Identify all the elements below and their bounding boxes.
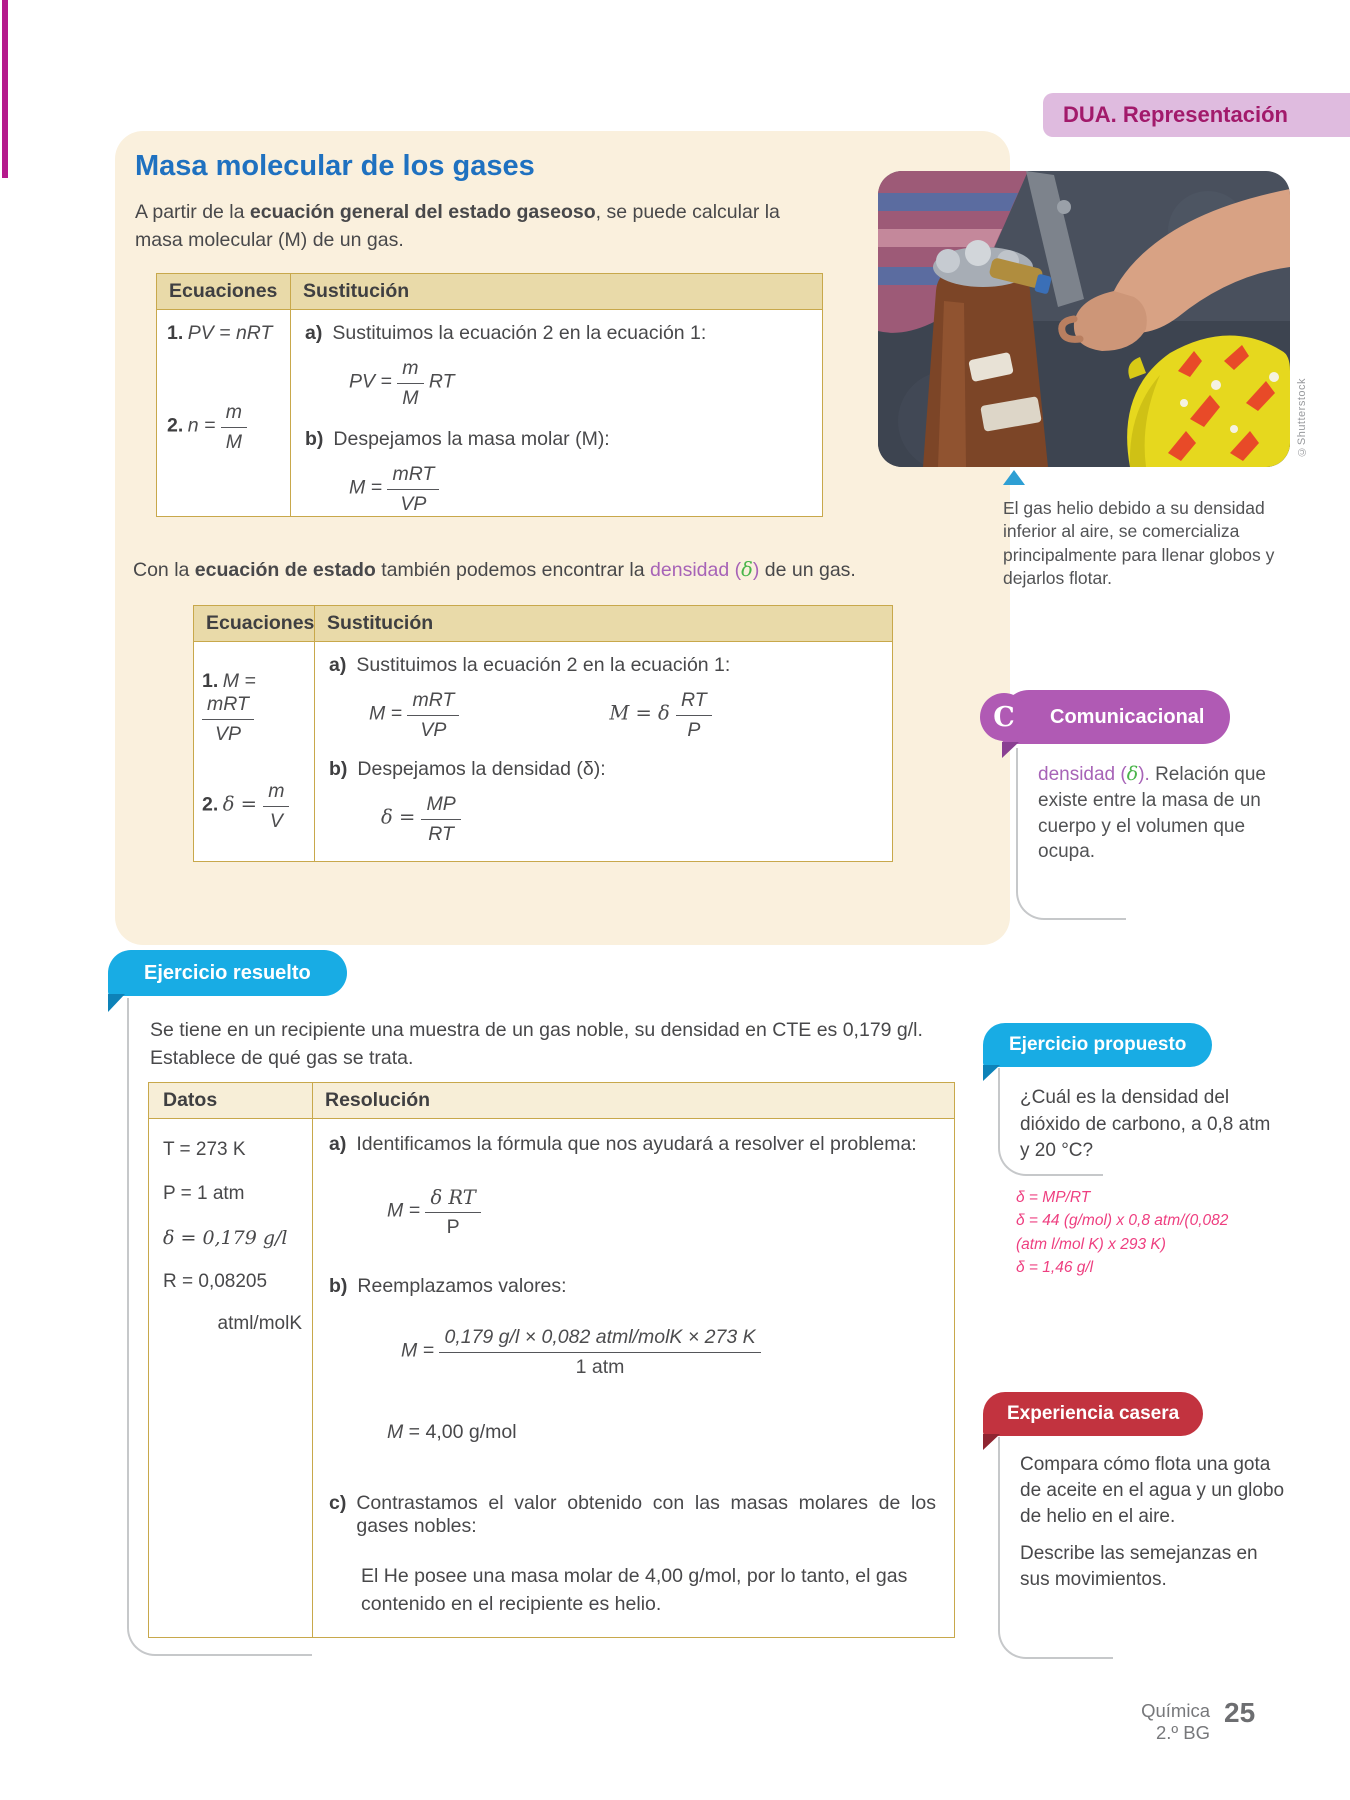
solution-line: δ = 44 (g/mol) x 0,8 atm/(0,082 bbox=[1016, 1212, 1229, 1230]
table2-equations-cell bbox=[194, 642, 315, 861]
ejercicio-propuesto-badge: Ejercicio propuesto bbox=[983, 1023, 1212, 1067]
table2-step-a: a) Sustituimos la ecuación 2 en la ecuación 1: bbox=[329, 654, 731, 676]
resolution-step-a-equation: M = $\frac{\text{δ RT}}{P}$ bbox=[387, 1186, 936, 1239]
table2-body bbox=[194, 642, 892, 861]
equation-2-den: M bbox=[225, 431, 243, 453]
helium-tank-balloon-photo bbox=[878, 171, 1290, 467]
density-term: densidad ( bbox=[650, 559, 742, 581]
exercise-statement: Se tiene en un recipiente una muestra de un gas noble, su densidad en CTE es 0,179 g/l. Establece de qué gas se trata. bbox=[150, 1019, 923, 1070]
exercise-table bbox=[148, 1082, 955, 1638]
exercise-table-header bbox=[149, 1083, 954, 1119]
table1-header-substitution: Sustitución bbox=[303, 280, 410, 302]
table1-step-b-equation: M = $\frac{\text{mRT}}{VP}$ bbox=[349, 463, 808, 516]
resolution-step-c: c) Contrastamos el valor obtenido con las masas molares de los gases nobles: bbox=[329, 1492, 936, 1537]
resolution-step-c-text: Contrastamos el valor obtenido con las masas molares de los gases nobles: bbox=[356, 1492, 936, 1537]
table1-header-equations: Ecuaciones bbox=[157, 274, 291, 309]
exercise-header-data: Datos bbox=[149, 1083, 313, 1118]
equation-2-lhs: n = bbox=[187, 414, 221, 437]
proposed-question: ¿Cuál es la densidad del dióxido de carbono, a 0,8 atm y 20 °C? bbox=[1020, 1087, 1271, 1162]
comunicacional-icon: C bbox=[980, 693, 1028, 741]
resolution-step-a: a) Identificamos la fórmula que nos ayudará a resolver el problema: bbox=[329, 1133, 917, 1155]
comunicacional-badge: Comunicacional bbox=[1002, 690, 1230, 744]
equation-1: 1. PV = nRT bbox=[167, 322, 273, 344]
table2-header-equations: Ecuaciones bbox=[194, 606, 315, 641]
solution-line: δ = MP/RT bbox=[1016, 1189, 1091, 1206]
exercise-data-cell bbox=[149, 1119, 313, 1637]
table1-equations-cell bbox=[157, 310, 291, 516]
table2-step-a-equations bbox=[369, 689, 878, 742]
table1-step-b: b) Despejamos la masa molar (M): bbox=[305, 428, 610, 450]
footer-course-name: Química bbox=[1141, 1700, 1210, 1721]
table2-header-substitution: Sustitución bbox=[327, 612, 434, 634]
exercise-resolution-cell bbox=[313, 1119, 954, 1637]
table1-step-b-text: Despejamos la masa molar (M): bbox=[333, 428, 610, 450]
table1-substitution-cell bbox=[291, 310, 822, 516]
solution-line: (atm l/mol K) x 293 K) bbox=[1016, 1235, 1166, 1253]
exercise-table-body bbox=[149, 1119, 954, 1637]
proposed-solution bbox=[1016, 1186, 1294, 1279]
table1-step-a-equation: PV = $\frac{m}{M}$ RT bbox=[349, 357, 455, 409]
ejercicio-resuelto-fold bbox=[108, 994, 125, 1012]
ejercicio-resuelto-badge: Ejercicio resuelto bbox=[108, 950, 347, 996]
casera-paragraph-2: Describe las semejanzas en sus movimientos. bbox=[1020, 1542, 1258, 1590]
dua-title: Representación bbox=[1116, 102, 1288, 127]
datum-density: δ = 0,179 g/l bbox=[163, 1227, 288, 1249]
footer-course-label bbox=[1080, 1700, 1210, 1744]
equations-table-2 bbox=[193, 605, 893, 862]
equation-1: 1. M = $\frac{\text{mRT}}{VP}$ bbox=[202, 670, 256, 745]
intro-paragraph bbox=[135, 198, 785, 255]
photo-credit: ©Shutterstock bbox=[1296, 378, 1308, 458]
density-equation: M = δ $\frac{RT}{P}$ bbox=[609, 689, 711, 742]
table2-step-b-text: Despejamos la densidad (δ): bbox=[357, 758, 606, 780]
footer-grade: 2.º BG bbox=[1155, 1722, 1210, 1744]
datum-gas-constant: R = 0,08205 bbox=[163, 1271, 268, 1292]
caption-arrow-icon bbox=[1003, 470, 1025, 485]
table1-body bbox=[157, 310, 822, 516]
equation-2: 2. δ = $\frac{m}{V}$ bbox=[202, 780, 308, 833]
equations-table-1 bbox=[156, 273, 823, 517]
intro-bold: ecuación general del estado gaseoso bbox=[249, 201, 596, 223]
dua-representation-badge bbox=[1043, 93, 1350, 137]
photo-caption: El gas helio debido a su densidad inferior al aire, se comercializa principalmente para llenar globos y dejarlos flotar. bbox=[1003, 498, 1275, 588]
experiencia-casera-text bbox=[1020, 1452, 1285, 1593]
dua-label: DUA. bbox=[1063, 102, 1117, 127]
solution-line: δ = 1,46 g/l bbox=[1016, 1258, 1094, 1276]
equation-2-num: m bbox=[221, 401, 247, 428]
page-accent-bar bbox=[2, 0, 8, 178]
page-title: Masa molecular de los gases bbox=[135, 150, 535, 182]
equation-2: 2. n = $\frac{m}{M}$ bbox=[167, 401, 282, 454]
table2-header bbox=[194, 606, 892, 642]
resolution-step-b-equation: M = $\frac{\text{0,179 g/l × 0,082 atml/molK × 273 K}}{\text{1 atm}}$ bbox=[401, 1326, 936, 1379]
datum-temperature: T = 273 K bbox=[163, 1139, 246, 1160]
delta-symbol: δ bbox=[1126, 763, 1139, 785]
casera-paragraph-1: Compara cómo flota una gota de aceite en el agua y un globo de helio en el aire. bbox=[1020, 1454, 1285, 1528]
exercise-header-resolution: Resolución bbox=[325, 1089, 431, 1111]
density-paragraph: Con la ecuación de estado también podemos encontrar la densidad (δ) de un gas. bbox=[133, 558, 856, 581]
table1-header bbox=[157, 274, 822, 310]
photo-illustration bbox=[878, 171, 1290, 467]
resolution-step-b: b) Reemplazamos valores: bbox=[329, 1275, 567, 1297]
table1-step-a-text: Sustituimos la ecuación 2 en la ecuación 1: bbox=[332, 322, 707, 344]
table2-substitution-cell bbox=[315, 642, 892, 861]
datum-pressure: P = 1 atm bbox=[163, 1183, 245, 1204]
delta-symbol: δ bbox=[741, 558, 753, 581]
table2-step-b: b) Despejamos la densidad (δ): bbox=[329, 758, 606, 780]
resolution-step-b-text: Reemplazamos valores: bbox=[357, 1275, 567, 1297]
resolution-result: M = 4,00 g/mol bbox=[387, 1421, 517, 1443]
experiencia-casera-badge: Experiencia casera bbox=[983, 1392, 1203, 1436]
intro-pre: A partir de la bbox=[135, 201, 250, 223]
footer-page-number: 25 bbox=[1224, 1697, 1256, 1728]
resolution-conclusion: El He posee una masa molar de 4,00 g/mol, por lo tanto, el gas contenido en el recipiente es helio. bbox=[361, 1565, 908, 1616]
table2-step-a-text: Sustituimos la ecuación 2 en la ecuación 1: bbox=[356, 654, 731, 676]
resolution-step-a-text: Identificamos la fórmula que nos ayudará a resolver el problema: bbox=[356, 1133, 917, 1155]
intro-post: , se puede calcular la masa molecular (M) de un gas. bbox=[135, 201, 780, 252]
table1-step-a: a) Sustituimos la ecuación 2 en la ecuación 1: bbox=[305, 322, 707, 344]
table2-step-b-equation: δ = $\frac{MP}{RT}$ bbox=[381, 793, 878, 846]
comunicacional-definition: densidad (δ). Relación que existe entre la masa de un cuerpo y el volumen que ocupa. bbox=[1038, 763, 1266, 863]
datum-gas-constant-units: atml/molK bbox=[217, 1313, 302, 1334]
substitution-equation: M = $\frac{\text{mRT}}{VP}$ bbox=[369, 689, 459, 742]
equation-1-formula: PV = nRT bbox=[187, 322, 273, 344]
